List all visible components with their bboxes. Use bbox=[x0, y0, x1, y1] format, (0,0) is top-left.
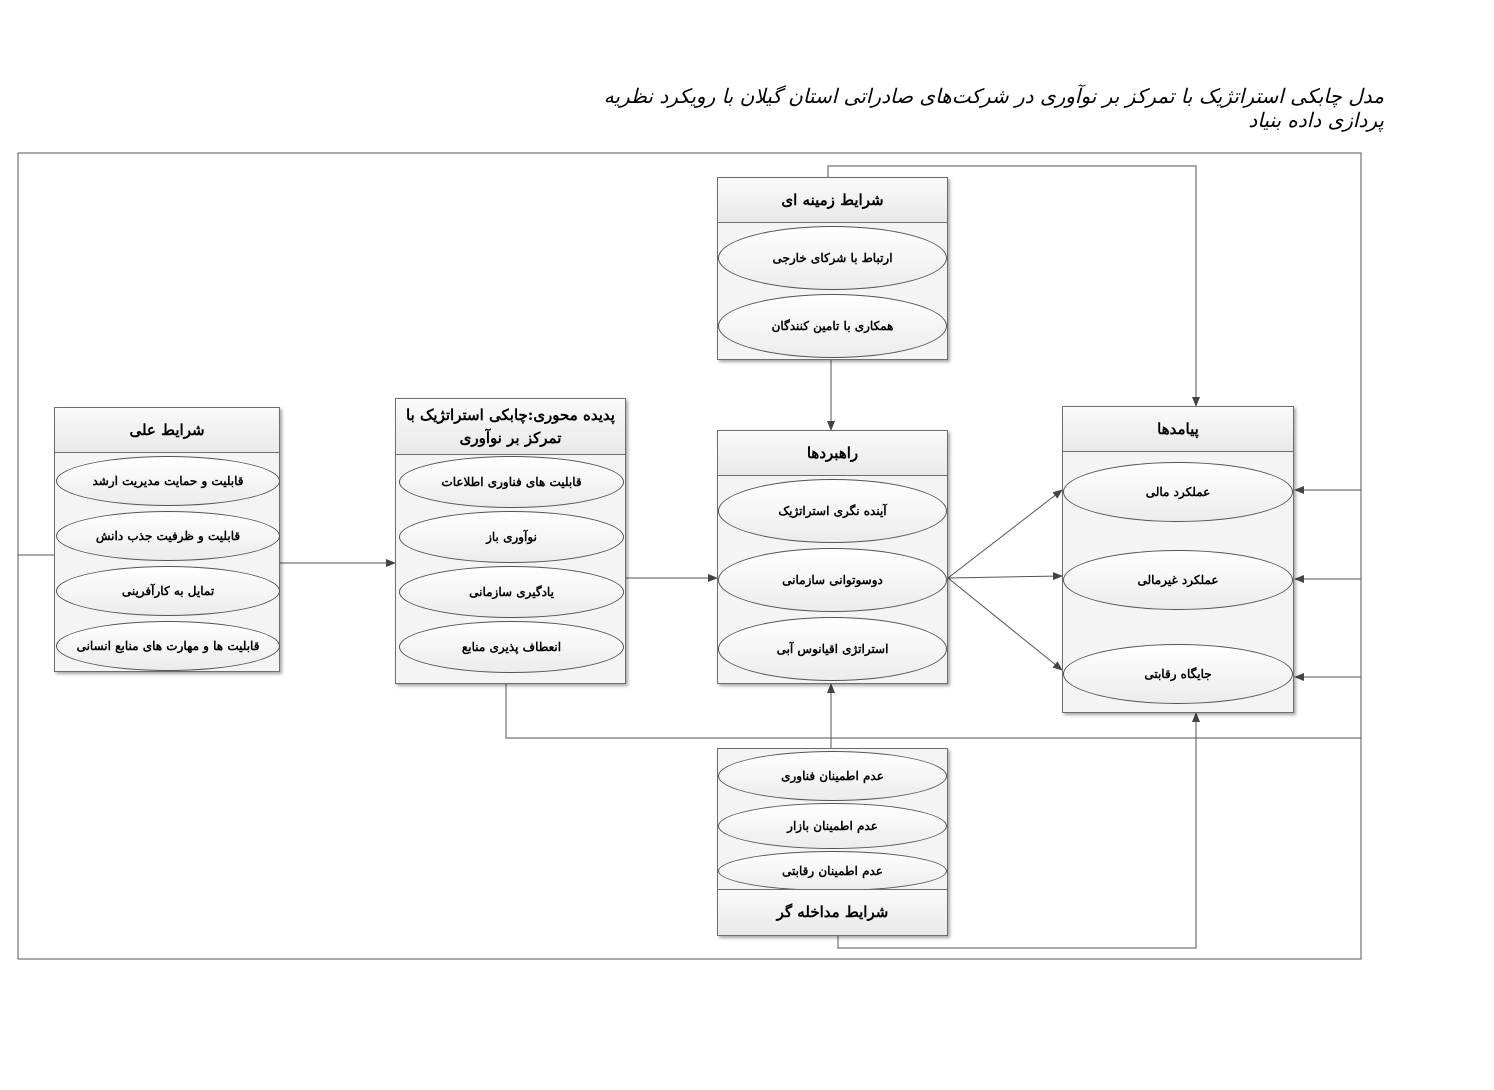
causal-conditions-box bbox=[54, 407, 280, 672]
contextual-conditions-heading: شرایط زمینه ای bbox=[718, 178, 947, 223]
arrow-strategies-to-outcome-1 bbox=[948, 490, 1062, 578]
diagram-title: مدل چابکی استراتژیک با تمرکز بر نوآوری در شرکت‌های صادراتی استان گیلان با رویکرد نظریه پردازی داده بنیاد bbox=[603, 84, 1384, 132]
strategies-heading: راهبردها bbox=[718, 431, 947, 476]
intervening-item: عدم اطمینان فناوری bbox=[718, 751, 947, 801]
intervening-item: عدم اطمینان رقابتی bbox=[718, 851, 947, 891]
outcome-item: عملکرد غیرمالی bbox=[1063, 550, 1293, 610]
core-item: قابلیت های فناوری اطلاعات bbox=[399, 456, 624, 508]
causal-item: قابلیت و حمایت مدیریت ارشد bbox=[56, 456, 280, 506]
context-item: ارتباط با شرکای خارجی bbox=[718, 226, 947, 290]
intervening-item: عدم اطمینان بازار bbox=[718, 803, 947, 849]
intervening-conditions-box bbox=[717, 748, 948, 936]
strategy-item: آینده نگری استراتژیک bbox=[718, 479, 947, 543]
arrow-strategies-to-outcome-3 bbox=[948, 578, 1062, 670]
outcome-item: عملکرد مالی bbox=[1063, 462, 1293, 522]
strategy-item: استراتژی اقیانوس آبی bbox=[718, 617, 947, 681]
strategies-box bbox=[717, 430, 948, 684]
causal-item: قابلیت و ظرفیت جذب دانش bbox=[56, 511, 280, 561]
core-item: یادگیری سازمانی bbox=[399, 566, 624, 618]
strategy-item: دوسوتوانی سازمانی bbox=[718, 548, 947, 612]
arrow-strategies-to-outcome-2 bbox=[948, 576, 1062, 578]
outcome-item: جایگاه رقابتی bbox=[1063, 644, 1293, 704]
core-item: نوآوری باز bbox=[399, 511, 624, 563]
outcomes-heading: پیامدها bbox=[1063, 407, 1293, 452]
core-phenomenon-box bbox=[395, 398, 626, 684]
core-phenomenon-heading: پدیده محوری:چابکی استراتژیک با تمرکز بر نوآوری bbox=[396, 399, 625, 455]
causal-item: قابلیت ها و مهارت های منابع انسانی bbox=[56, 621, 280, 671]
causal-conditions-heading: شرایط علی bbox=[55, 408, 279, 453]
contextual-conditions-box bbox=[717, 177, 948, 360]
intervening-conditions-heading: شرایط مداخله گر bbox=[718, 889, 947, 935]
causal-item: تمایل به کارآفرینی bbox=[56, 566, 280, 616]
context-item: همکاری با تامین کنندگان bbox=[718, 294, 947, 358]
outcomes-box bbox=[1062, 406, 1294, 713]
core-item: انعطاف پذیری منابع bbox=[399, 621, 624, 673]
